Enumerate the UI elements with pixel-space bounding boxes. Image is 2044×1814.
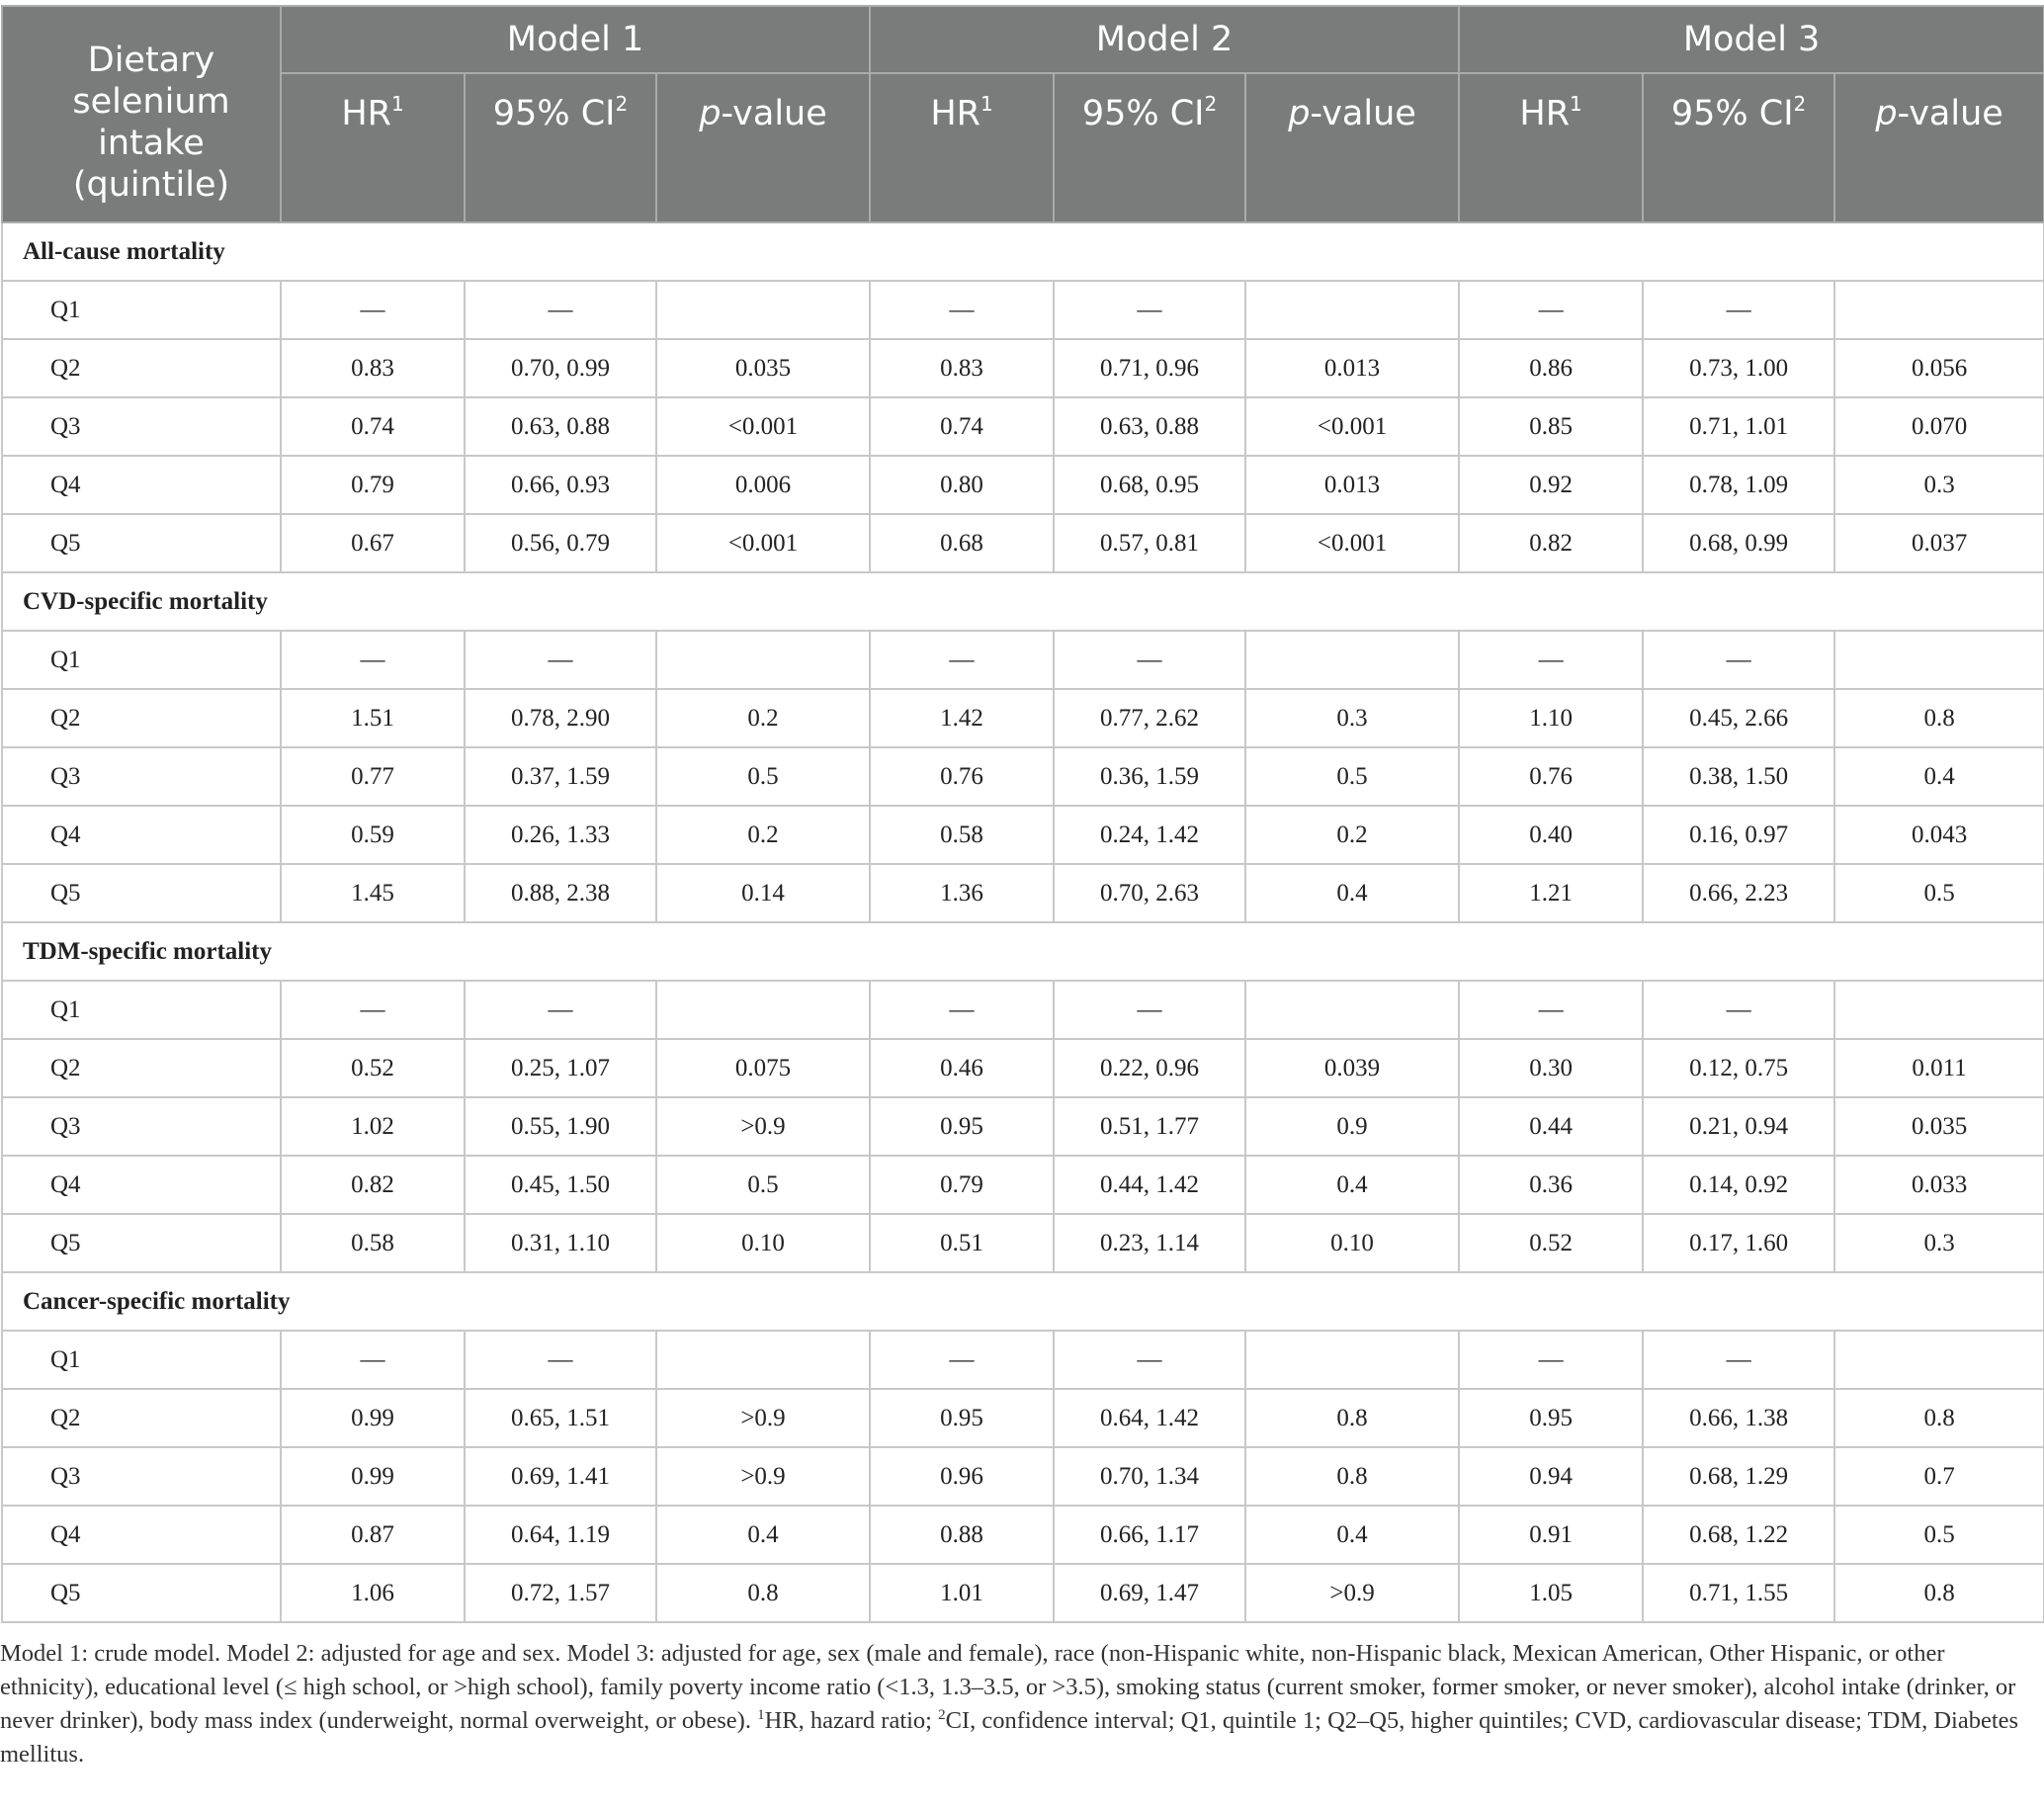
table-cell: 1.10	[1459, 689, 1643, 747]
table-cell: 0.033	[1834, 1156, 2044, 1214]
table-cell: 0.4	[1245, 1506, 1459, 1564]
table-cell: 0.77, 2.62	[1054, 689, 1245, 747]
table-cell: —	[465, 281, 656, 339]
table-cell: 0.88, 2.38	[465, 864, 656, 922]
table-cell: 0.87	[281, 1506, 465, 1564]
col-header-label: -value	[1897, 94, 2003, 133]
col-header-model3-p-value	[1834, 73, 2044, 222]
col-header-model1-ci	[465, 73, 656, 222]
table-cell: —	[281, 1331, 465, 1389]
table-cell: 0.8	[1834, 689, 2044, 747]
table-row	[2, 689, 2044, 747]
table-cell: —	[870, 1331, 1054, 1389]
quintile-label: Q2	[2, 689, 281, 747]
quintile-label: Q4	[2, 1506, 281, 1564]
table-cell: 0.71, 0.96	[1054, 339, 1245, 397]
table-cell: 0.80	[870, 456, 1054, 514]
table-cell: 0.013	[1245, 456, 1459, 514]
col-header-model1-p-value	[656, 73, 870, 222]
table-cell: 0.63, 0.88	[1054, 397, 1245, 456]
section-title: TDM-specific mortality	[2, 922, 2044, 981]
table-cell: 0.37, 1.59	[465, 747, 656, 806]
table-cell: 0.011	[1834, 1039, 2044, 1097]
table-cell: —	[1643, 281, 1834, 339]
results-table-figure	[0, 5, 2044, 1771]
table-cell: —	[281, 631, 465, 689]
table-cell: 0.63, 0.88	[465, 397, 656, 456]
table-cell: 0.65, 1.51	[465, 1389, 656, 1447]
table-cell: 0.70, 0.99	[465, 339, 656, 397]
table-cell: 0.44	[1459, 1097, 1643, 1156]
table-cell: 0.3	[1245, 689, 1459, 747]
table-cell: 0.035	[1834, 1097, 2044, 1156]
table-cell: 0.25, 1.07	[465, 1039, 656, 1097]
table-row	[2, 1214, 2044, 1272]
table-row	[2, 1389, 2044, 1447]
table-cell: 0.7	[1834, 1447, 2044, 1506]
table-cell: 1.51	[281, 689, 465, 747]
quintile-label: Q3	[2, 1097, 281, 1156]
col-header-model3-ci	[1643, 73, 1834, 222]
stub-header: Dietary selenium intake (quintile)	[2, 6, 281, 222]
table-cell	[1834, 281, 2044, 339]
table-cell: 0.5	[1245, 747, 1459, 806]
col-header-model1-hr	[281, 73, 465, 222]
table-cell	[656, 981, 870, 1039]
table-cell: 0.99	[281, 1447, 465, 1506]
table-cell: <0.001	[656, 514, 870, 572]
table-cell: 0.3	[1834, 456, 2044, 514]
footnote-text-1: Model 1: crude model. Model 2: adjusted for age and sex. Model 3: adjusted for age, sex (male and female), race (non-Hispanic white, non-Hispanic black, Mexican American, Other Hispanic, or other ethnicity), educational level (≤ high school, or >high school), family poverty income ratio (<1.3, 1.3–3.5, or >3.5), smoking status (current smoker, former smoker, or never smoker), alcohol intake (drinker, or never drinker), body mass index (underweight, normal overweight, or obese).	[0, 1640, 2016, 1734]
table-cell	[1834, 1331, 2044, 1389]
quintile-label: Q4	[2, 456, 281, 514]
table-cell: 0.8	[1834, 1389, 2044, 1447]
table-cell: 0.2	[1245, 806, 1459, 864]
table-cell: >0.9	[1245, 1564, 1459, 1622]
footnote-sup-1: 1	[757, 1707, 765, 1723]
quintile-label: Q5	[2, 514, 281, 572]
table-row	[2, 281, 2044, 339]
table-cell: 1.21	[1459, 864, 1643, 922]
table-cell: 0.78, 2.90	[465, 689, 656, 747]
table-cell: 0.8	[656, 1564, 870, 1622]
table-cell: 0.68, 1.22	[1643, 1506, 1834, 1564]
table-cell: 0.3	[1834, 1214, 2044, 1272]
table-cell: 0.88	[870, 1506, 1054, 1564]
table-cell: —	[465, 1331, 656, 1389]
table-cell: 0.76	[1459, 747, 1643, 806]
model-2-header: Model 2	[870, 6, 1459, 73]
table-cell: —	[1643, 981, 1834, 1039]
table-cell	[1245, 1331, 1459, 1389]
model-header-row	[2, 6, 2044, 73]
quintile-label: Q4	[2, 806, 281, 864]
table-cell: 0.96	[870, 1447, 1054, 1506]
quintile-label: Q2	[2, 339, 281, 397]
quintile-label: Q3	[2, 397, 281, 456]
table-cell: —	[281, 981, 465, 1039]
table-row	[2, 514, 2044, 572]
table-cell: 0.45, 2.66	[1643, 689, 1834, 747]
table-cell: —	[1643, 1331, 1834, 1389]
table-body	[2, 222, 2044, 1622]
quintile-label: Q5	[2, 864, 281, 922]
table-cell: 0.83	[870, 339, 1054, 397]
table-cell: >0.9	[656, 1389, 870, 1447]
table-cell: 0.95	[870, 1097, 1054, 1156]
table-cell: 1.06	[281, 1564, 465, 1622]
table-cell: 0.69, 1.47	[1054, 1564, 1245, 1622]
table-cell: —	[465, 631, 656, 689]
col-header-label: 95% CI	[1670, 94, 1794, 133]
quintile-label: Q1	[2, 1331, 281, 1389]
quintile-label: Q1	[2, 281, 281, 339]
quintile-label: Q4	[2, 1156, 281, 1214]
table-cell: 0.74	[281, 397, 465, 456]
table-cell: 0.64, 1.19	[465, 1506, 656, 1564]
model-3-header: Model 3	[1459, 6, 2044, 73]
table-row	[2, 1039, 2044, 1097]
footnote-text-3: CI, confidence interval; Q1, quintile 1; Q2–Q5, higher quintiles; CVD, cardiovascular disease; TDM, Diabetes mellitus.	[0, 1707, 2019, 1768]
p-italic: p	[699, 94, 722, 133]
table-cell: 0.85	[1459, 397, 1643, 456]
table-cell: 0.4	[1245, 1156, 1459, 1214]
col-header-label: -value	[1310, 94, 1416, 133]
p-italic: p	[1875, 94, 1898, 133]
table-cell: 0.14, 0.92	[1643, 1156, 1834, 1214]
table-cell: —	[1054, 631, 1245, 689]
table-cell: 0.68, 0.99	[1643, 514, 1834, 572]
table-row	[2, 1506, 2044, 1564]
table-cell: 0.72, 1.57	[465, 1564, 656, 1622]
table-row	[2, 981, 2044, 1039]
table-row	[2, 1331, 2044, 1389]
table-cell: —	[1459, 631, 1643, 689]
quintile-label: Q2	[2, 1039, 281, 1097]
table-cell: 0.10	[1245, 1214, 1459, 1272]
col-header-superscript: 1	[979, 92, 993, 116]
table-cell: 0.58	[870, 806, 1054, 864]
table-cell: 0.006	[656, 456, 870, 514]
table-cell: 0.5	[1834, 1506, 2044, 1564]
quintile-label: Q3	[2, 1447, 281, 1506]
col-header-label: HR	[341, 94, 391, 133]
table-cell: 0.043	[1834, 806, 2044, 864]
table-cell: 0.38, 1.50	[1643, 747, 1834, 806]
col-header-superscript: 1	[1570, 92, 1582, 116]
table-cell: 0.64, 1.42	[1054, 1389, 1245, 1447]
table-cell: 0.99	[281, 1389, 465, 1447]
table-cell: 0.67	[281, 514, 465, 572]
table-cell: 0.83	[281, 339, 465, 397]
table-cell	[1245, 631, 1459, 689]
section-row	[2, 222, 2044, 281]
table-cell: 0.95	[1459, 1389, 1643, 1447]
table-cell: 0.79	[281, 456, 465, 514]
table-cell: 0.23, 1.14	[1054, 1214, 1245, 1272]
table-cell: 0.056	[1834, 339, 2044, 397]
table-cell: 0.36, 1.59	[1054, 747, 1245, 806]
table-cell: 0.69, 1.41	[465, 1447, 656, 1506]
p-italic: p	[1288, 94, 1311, 133]
table-cell: 0.70, 1.34	[1054, 1447, 1245, 1506]
table-cell: 0.95	[870, 1389, 1054, 1447]
table-cell: >0.9	[656, 1097, 870, 1156]
col-header-model3-hr	[1459, 73, 1643, 222]
table-cell: 0.14	[656, 864, 870, 922]
table-cell: —	[870, 631, 1054, 689]
col-header-model2-hr	[870, 73, 1054, 222]
quintile-label: Q2	[2, 1389, 281, 1447]
quintile-label: Q1	[2, 981, 281, 1039]
table-cell: 0.55, 1.90	[465, 1097, 656, 1156]
section-row	[2, 1272, 2044, 1331]
col-header-superscript: 2	[615, 92, 629, 116]
table-cell: 0.17, 1.60	[1643, 1214, 1834, 1272]
table-cell: 0.4	[1245, 864, 1459, 922]
table-cell: 0.16, 0.97	[1643, 806, 1834, 864]
table-cell: 1.42	[870, 689, 1054, 747]
section-row	[2, 572, 2044, 631]
table-cell: 0.82	[1459, 514, 1643, 572]
table-cell: 0.45, 1.50	[465, 1156, 656, 1214]
table-cell: —	[1054, 1331, 1245, 1389]
col-header-superscript: 2	[1204, 92, 1218, 116]
table-cell: 0.4	[656, 1506, 870, 1564]
table-cell: —	[1054, 981, 1245, 1039]
table-cell: 0.68, 1.29	[1643, 1447, 1834, 1506]
table-cell: <0.001	[1245, 397, 1459, 456]
quintile-label: Q5	[2, 1214, 281, 1272]
table-cell: 0.51, 1.77	[1054, 1097, 1245, 1156]
column-header-row	[2, 73, 2044, 222]
table-row	[2, 747, 2044, 806]
col-header-label: 95% CI	[1081, 94, 1205, 133]
table-cell: 0.40	[1459, 806, 1643, 864]
table-cell: 0.68	[870, 514, 1054, 572]
table-cell: 0.52	[1459, 1214, 1643, 1272]
table-cell: 0.2	[656, 806, 870, 864]
table-cell: 0.51	[870, 1214, 1054, 1272]
table-cell: 0.79	[870, 1156, 1054, 1214]
table-row	[2, 864, 2044, 922]
table-cell: 0.24, 1.42	[1054, 806, 1245, 864]
table-cell: —	[1459, 981, 1643, 1039]
table-cell: 1.02	[281, 1097, 465, 1156]
table-cell: 0.76	[870, 747, 1054, 806]
table-cell: 0.66, 2.23	[1643, 864, 1834, 922]
table-cell: 0.74	[870, 397, 1054, 456]
table-cell: <0.001	[656, 397, 870, 456]
table-row	[2, 1564, 2044, 1622]
col-header-model2-ci	[1054, 73, 1245, 222]
table-row	[2, 806, 2044, 864]
table-cell: 0.78, 1.09	[1643, 456, 1834, 514]
table-cell: 0.037	[1834, 514, 2044, 572]
col-header-label: -value	[721, 94, 827, 133]
quintile-label: Q3	[2, 747, 281, 806]
table-cell: 1.45	[281, 864, 465, 922]
table-cell: 0.039	[1245, 1039, 1459, 1097]
table-cell: <0.001	[1245, 514, 1459, 572]
col-header-label: HR	[1519, 94, 1571, 133]
table-cell: 0.57, 0.81	[1054, 514, 1245, 572]
table-cell: 0.9	[1245, 1097, 1459, 1156]
table-cell: 0.075	[656, 1039, 870, 1097]
table-cell: 0.56, 0.79	[465, 514, 656, 572]
table-row	[2, 397, 2044, 456]
table-cell: 0.73, 1.00	[1643, 339, 1834, 397]
table-cell: 0.58	[281, 1214, 465, 1272]
table-cell: 0.46	[870, 1039, 1054, 1097]
table-cell	[656, 281, 870, 339]
table-cell: 0.013	[1245, 339, 1459, 397]
col-header-superscript: 2	[1793, 92, 1807, 116]
table-cell	[1245, 981, 1459, 1039]
table-cell: 1.01	[870, 1564, 1054, 1622]
table-cell: 0.5	[1834, 864, 2044, 922]
col-header-superscript: 1	[390, 92, 404, 116]
table-cell: 0.68, 0.95	[1054, 456, 1245, 514]
footnote-text-2: HR, hazard ratio;	[764, 1707, 939, 1734]
table-cell: —	[465, 981, 656, 1039]
quintile-label: Q1	[2, 631, 281, 689]
table-cell: 0.94	[1459, 1447, 1643, 1506]
table-footnote	[0, 1623, 2044, 1771]
table-cell: 0.71, 1.55	[1643, 1564, 1834, 1622]
hazard-ratio-table	[1, 5, 2044, 1623]
table-cell: 0.70, 2.63	[1054, 864, 1245, 922]
footnote-sup-2: 2	[938, 1707, 946, 1723]
table-row	[2, 1097, 2044, 1156]
table-cell: —	[281, 281, 465, 339]
table-cell: 0.66, 1.17	[1054, 1506, 1245, 1564]
table-cell: 0.44, 1.42	[1054, 1156, 1245, 1214]
table-cell: 0.12, 0.75	[1643, 1039, 1834, 1097]
table-cell: 0.52	[281, 1039, 465, 1097]
table-row	[2, 1447, 2044, 1506]
table-cell: 0.86	[1459, 339, 1643, 397]
table-cell: 0.31, 1.10	[465, 1214, 656, 1272]
table-cell: 0.66, 1.38	[1643, 1389, 1834, 1447]
table-cell: 0.82	[281, 1156, 465, 1214]
table-cell: 0.2	[656, 689, 870, 747]
table-cell: 0.71, 1.01	[1643, 397, 1834, 456]
table-cell: 0.91	[1459, 1506, 1643, 1564]
table-row	[2, 456, 2044, 514]
table-cell: —	[1459, 281, 1643, 339]
section-row	[2, 922, 2044, 981]
quintile-label: Q5	[2, 1564, 281, 1622]
table-cell	[656, 631, 870, 689]
table-cell	[1245, 281, 1459, 339]
col-header-model2-p-value	[1245, 73, 1459, 222]
table-cell: 0.77	[281, 747, 465, 806]
table-cell: 0.8	[1834, 1564, 2044, 1622]
table-cell: 0.8	[1245, 1447, 1459, 1506]
table-cell: 0.4	[1834, 747, 2044, 806]
table-cell: 0.070	[1834, 397, 2044, 456]
table-cell: >0.9	[656, 1447, 870, 1506]
table-cell	[1834, 981, 2044, 1039]
table-cell: 1.36	[870, 864, 1054, 922]
table-cell: 0.92	[1459, 456, 1643, 514]
table-cell: 0.035	[656, 339, 870, 397]
table-cell: —	[1643, 631, 1834, 689]
table-cell	[1834, 631, 2044, 689]
table-cell: 0.59	[281, 806, 465, 864]
table-cell: 1.05	[1459, 1564, 1643, 1622]
table-row	[2, 339, 2044, 397]
table-cell: 0.66, 0.93	[465, 456, 656, 514]
table-cell: —	[870, 981, 1054, 1039]
table-cell: 0.30	[1459, 1039, 1643, 1097]
col-header-label: HR	[930, 94, 980, 133]
table-cell: 0.36	[1459, 1156, 1643, 1214]
table-row	[2, 1156, 2044, 1214]
table-cell: 0.5	[656, 1156, 870, 1214]
table-row	[2, 631, 2044, 689]
table-cell: 0.10	[656, 1214, 870, 1272]
section-title: CVD-specific mortality	[2, 572, 2044, 631]
col-header-label: 95% CI	[492, 94, 616, 133]
section-title: All-cause mortality	[2, 222, 2044, 281]
table-cell: 0.22, 0.96	[1054, 1039, 1245, 1097]
table-cell	[656, 1331, 870, 1389]
table-cell: 0.8	[1245, 1389, 1459, 1447]
table-cell: 0.21, 0.94	[1643, 1097, 1834, 1156]
table-cell: —	[870, 281, 1054, 339]
table-cell: 0.26, 1.33	[465, 806, 656, 864]
table-cell: —	[1459, 1331, 1643, 1389]
model-1-header: Model 1	[281, 6, 870, 73]
table-cell: —	[1054, 281, 1245, 339]
section-title: Cancer-specific mortality	[2, 1272, 2044, 1331]
table-cell: 0.5	[656, 747, 870, 806]
